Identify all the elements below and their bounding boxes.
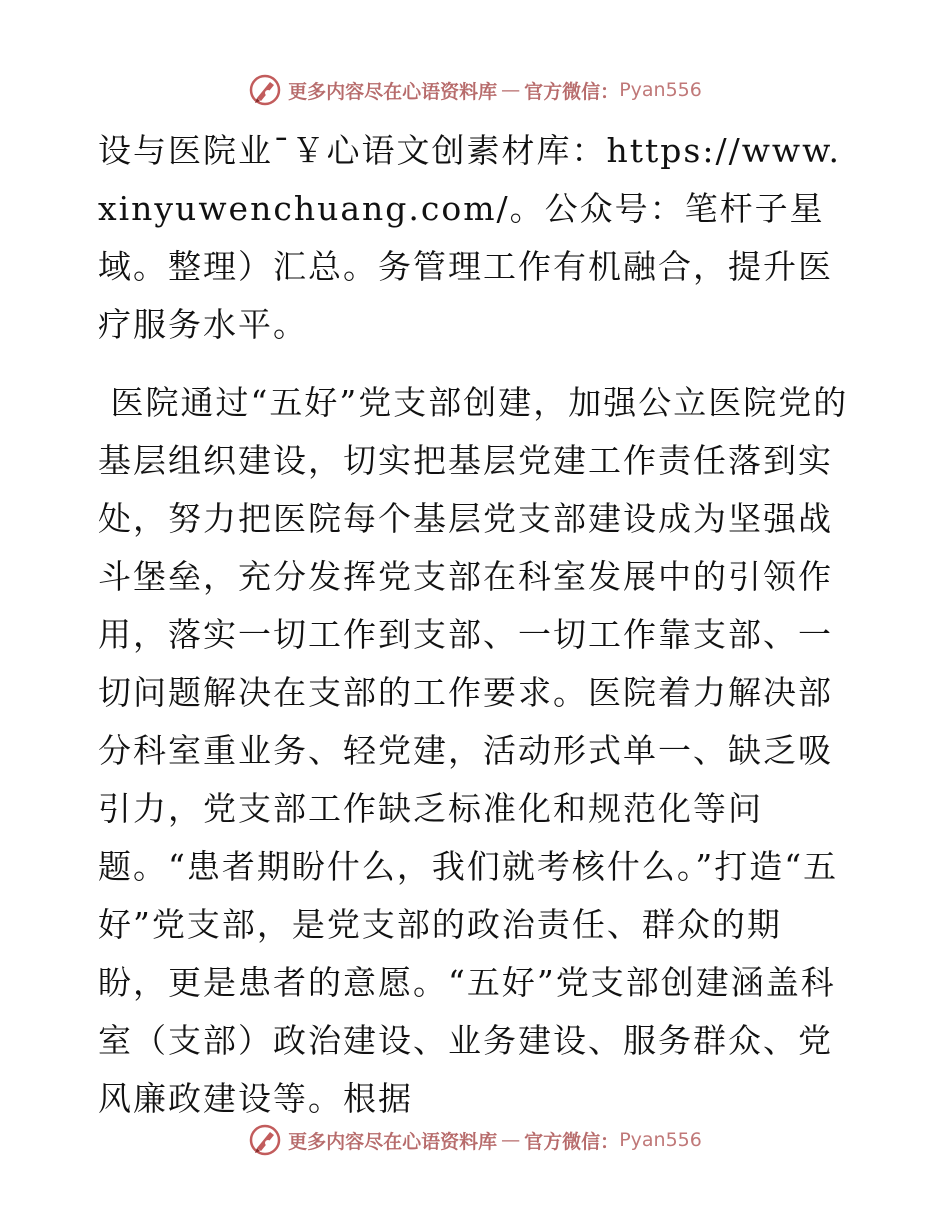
footer-watermark	[0, 1120, 950, 1160]
watermark-wechat-label: 官方微信：	[524, 80, 620, 103]
watermark-separator: —	[501, 1129, 521, 1151]
watermark-wechat-handle: Pyan556	[619, 1129, 702, 1151]
paragraph-2: 医院通过“五好”党支部创建，加强公立医院党的基层组织建设，切实把基层党建工作责任落到实处，努力把医院每个基层党支部建设成为坚强战斗堡垒，充分发挥党支部在科室发展中的引领作用，落实一切工作到支部、一切工作靠支部、一切问题解决在支部的工作要求。医院着力解决部分科室重业务、轻党建，活动形式单一、缺乏吸引力，党支部工作缺乏标准化和规范化等问题。“患者期盼什么，我们就考核什么。”打造“五好”党支部，是党支部的政治责任、群众的期盼，更是患者的意愿。“五好”党支部创建涵盖科室（支部）政治建设、业务建设、服务群众、党风廉政建设等。根据	[98, 383, 849, 1118]
header-watermark	[0, 70, 950, 110]
paragraph-1: 设与医院业¯￥心语文创素材库：https://www.xinyuwenchuang.com/。公众号：笔杆子星域。整理）汇总。务管理工作有机融合，提升医疗服务水平。	[98, 131, 842, 344]
watermark-text: 更多内容尽在心语资料库	[288, 80, 498, 103]
watermark-separator: —	[501, 79, 521, 101]
watermark-text: 更多内容尽在心语资料库	[288, 1130, 498, 1153]
watermark-wechat-label: 官方微信：	[524, 1130, 620, 1153]
pen-logo-icon	[248, 73, 282, 107]
pen-logo-icon	[248, 1123, 282, 1157]
watermark-wechat-handle: Pyan556	[619, 79, 702, 101]
document-body	[98, 122, 850, 1128]
